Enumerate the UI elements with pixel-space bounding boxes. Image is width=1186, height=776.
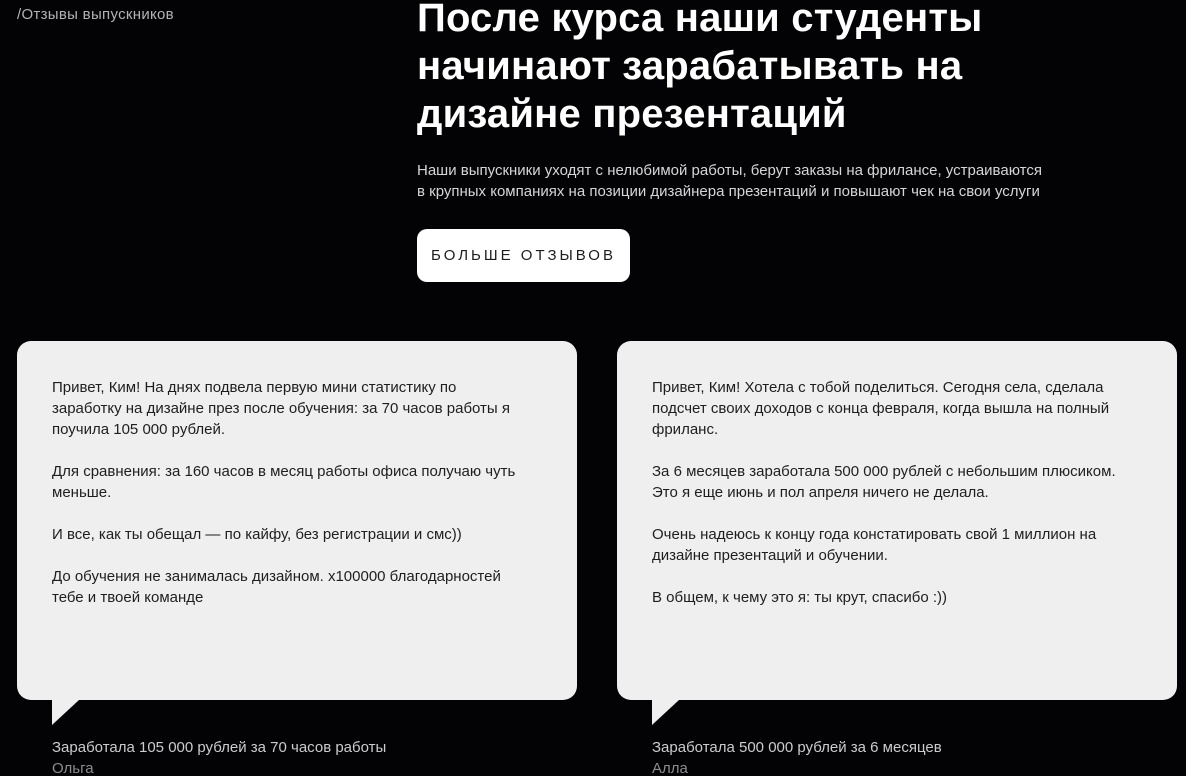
testimonial-paragraph: Привет, Ким! Хотела с тобой поделиться. Сегодня села, сделала подсчет своих доходов с конца февраля, когда вышла на полный фриланс.	[652, 379, 1110, 438]
page-title-line-3: дизайне презентаций	[417, 92, 847, 136]
testimonial-paragraph: Для сравнения: за 160 часов в месяц работы офиса получаю чуть меньше.	[52, 463, 516, 501]
more-reviews-button[interactable]: БОЛЬШЕ ОТЗЫВОВ	[417, 229, 630, 282]
testimonial-caption	[52, 737, 577, 776]
testimonial-caption	[652, 737, 1177, 776]
page-title-line-1: После курса наши студенты	[417, 0, 983, 40]
breadcrumb: /Отзывы выпускников	[17, 6, 174, 23]
speech-bubble	[17, 341, 577, 700]
testimonial-paragraph: В общем, к чему это я: ты крут, спасибо :))	[652, 589, 947, 606]
testimonial-paragraph: Очень надеюсь к концу года констатировать свой 1 миллион на дизайне презентаций и обучении.	[652, 526, 1097, 564]
speech-bubble-tail	[52, 700, 79, 725]
hero-subtitle	[417, 160, 1117, 202]
testimonial-author: Алла	[652, 760, 688, 776]
hero-subtitle-line-2: в крупных компаниях на позиции дизайнера презентаций и повышают чек на свои услуги	[417, 183, 1040, 200]
testimonials-row	[17, 341, 1177, 776]
hero-block	[417, 0, 1117, 282]
testimonial-card-olga	[17, 341, 577, 776]
speech-bubble-tail	[652, 700, 679, 725]
page-title	[417, 0, 1117, 138]
hero-subtitle-line-1: Наши выпускники уходят с нелюбимой работы, берут заказы на фрилансе, устраиваются	[417, 162, 1042, 179]
testimonial-card-alla	[617, 341, 1177, 776]
testimonial-result: Заработала 500 000 рублей за 6 месяцев	[652, 739, 942, 756]
testimonial-paragraph: И все, как ты обещал — по кайфу, без регистрации и смс))	[52, 526, 462, 543]
speech-bubble	[617, 341, 1177, 700]
testimonial-author: Ольга	[52, 760, 94, 776]
testimonial-result: Заработала 105 000 рублей за 70 часов работы	[52, 739, 387, 756]
testimonial-paragraph: До обучения не занималась дизайном. х100000 благодарностей тебе и твоей команде	[52, 568, 501, 606]
testimonial-paragraph: Привет, Ким! На днях подвела первую мини статистику по заработку на дизайне през после обучения: за 70 часов работы я поучила 105 000 рублей.	[52, 379, 510, 438]
page-title-line-2: начинают зарабатывать на	[417, 44, 963, 88]
testimonial-paragraph: За 6 месяцев заработала 500 000 рублей с небольшим плюсиком. Это я еще июнь и пол апреля ничего не делала.	[652, 463, 1116, 501]
